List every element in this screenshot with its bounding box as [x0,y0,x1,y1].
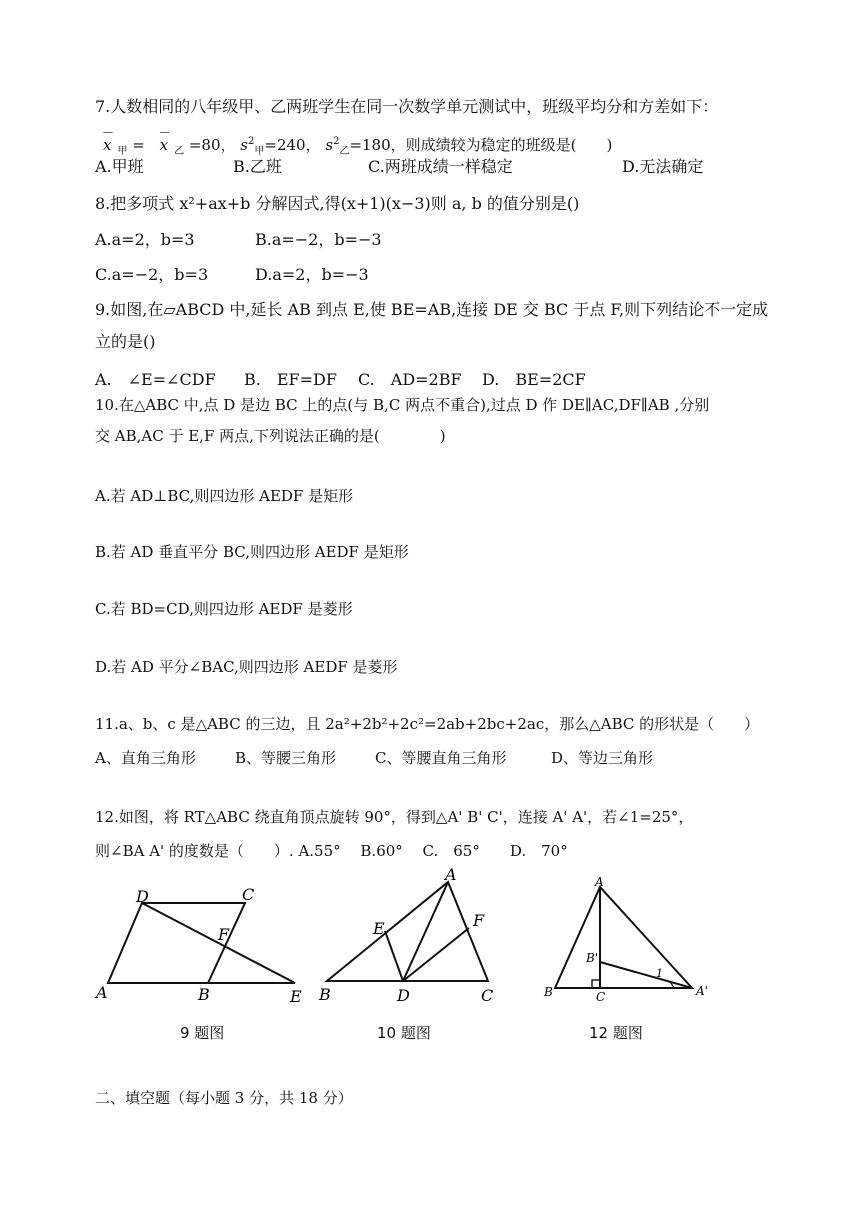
mean-bar-b: — [159,127,170,138]
q8-stem: 8.把多项式 x²+ax+b 分解因式,得(x+1)(x−3)则 a, b 的值分别是() [95,194,580,213]
fig12-label-a: A [595,875,604,889]
figure-9-parallelogram [90,878,315,1008]
fig10-label-c: C [481,986,494,1005]
q8-option-c: C.a=−2，b=3 [95,265,209,284]
fig10-label-f: F [473,911,485,930]
figure-10-caption: 10 题图 [377,1024,431,1042]
fig10-label-d: D [397,986,410,1005]
fig9-label-d: D [136,887,149,906]
q9-option-d: D. BE=2CF [482,370,586,389]
fig9-label-e: E [290,987,302,1006]
fig9-label-f: F [218,925,230,944]
fig12-label-b-prime: B' [586,951,599,965]
q10-stem-line1: 10.在△ABC 中,点 D 是边 BC 上的点(与 B,C 两点不重合),过点 D 作 DE∥AC,DF∥AB ,分别 [95,396,710,414]
q8-option-b: B.a=−2，b=−3 [255,230,382,249]
figure-10-triangle [315,868,510,1008]
fig10-label-e: E [373,919,385,938]
q10-option-c: C.若 BD=CD,则四边形 AEDF 是菱形 [95,600,353,618]
q8-option-a: A.a=2，b=3 [95,230,195,249]
section-2-heading: 二、填空题（每小题 3 分，共 18 分） [95,1089,353,1107]
figure-12-caption: 12 题图 [589,1024,643,1042]
q10-option-d: D.若 AD 平分∠BAC,则四边形 AEDF 是菱形 [95,658,398,676]
fig10-label-a: A [445,868,457,884]
figure-12-rotated-triangle [540,870,720,1010]
fig12-label-angle1: 1 [656,967,663,980]
q9-stem-line1: 9.如图,在▱ABCD 中,延长 AB 到点 E,使 BE=AB,连接 DE 交 BC 于点 F,则下列结论不一定成 [95,300,769,319]
figure-9-caption: 9 题图 [180,1024,225,1042]
q9-stem-line2: 立的是() [95,332,156,351]
q12-stem-line2: 则∠BA A' 的度数是（ ）. A.55° B.60° C. 65° D. 70° [95,842,568,860]
q10-option-b: B.若 AD 垂直平分 BC,则四边形 AEDF 是矩形 [95,543,409,561]
q7-option-c: C.两班成绩一样稳定 [368,157,513,176]
q12-stem-line1: 12.如图，将 RT△ABC 绕直角顶点旋转 90°，得到△A' B' C'，连接 A' A'，若∠1=25°， [95,808,694,826]
q11-option-d: D、等边三角形 [551,749,654,767]
q11-option-a: A、直角三角形 [95,749,196,767]
q11-stem: 11.a、b、c 是△ABC 的三边，且 2a²+2b²+2c²=2ab+2bc+2ac，那么△ABC 的形状是（ ） [95,715,760,733]
fig12-label-c: C [596,990,606,1004]
q7-data-line: — x $_甲$ = — x $_乙$ =80， $s^2_甲=240$， $s^2_乙=180$，则成绩较为稳定的班级是( ) [103,131,612,163]
q8-option-d: D.a=2，b=−3 [255,265,369,284]
fig9-label-b: B [198,985,210,1004]
mean-bar-a: — [103,127,113,138]
q9-option-c: C. AD=2BF [358,370,462,389]
fig12-label-b: B [544,985,553,999]
fig10-label-b: B [319,985,331,1004]
q9-option-b: B. EF=DF [244,370,337,389]
fig9-label-a: A [96,983,108,1002]
q7-option-d: D.无法确定 [622,157,704,176]
q10-option-a: A.若 AD⊥BC,则四边形 AEDF 是矩形 [95,487,354,505]
q7-option-b: B.乙班 [233,157,282,176]
q7-stem: 7.人数相同的八年级甲、乙两班学生在同一次数学单元测试中，班级平均分和方差如下： [95,97,719,116]
q7-option-a: A.甲班 [95,157,144,176]
q11-option-c: C、等腰直角三角形 [375,749,507,767]
q10-stem-line2: 交 AB,AC 于 E,F 两点,下列说法正确的是( ) [95,427,446,445]
q9-option-a: A. ∠E=∠CDF [95,370,216,389]
q11-option-b: B、等腰三角形 [235,749,337,767]
fig9-label-c: C [242,885,255,904]
fig12-label-a-prime: A' [696,984,708,998]
